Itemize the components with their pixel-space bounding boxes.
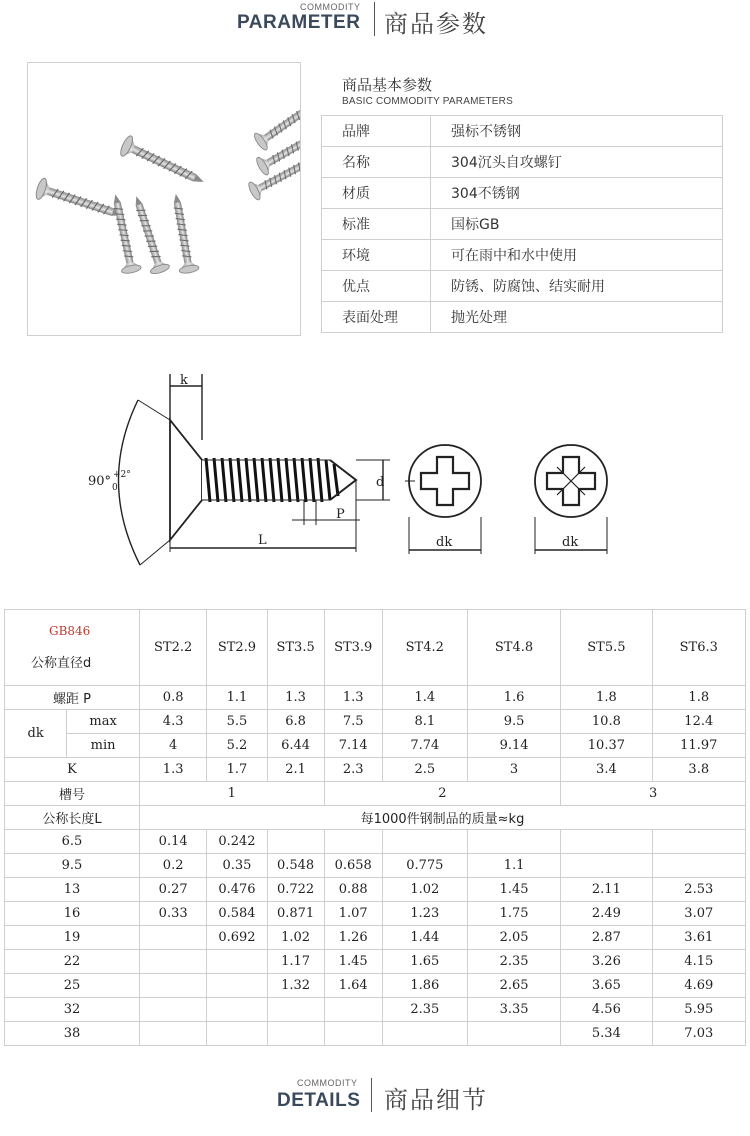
weight-value: 1.23 [382,902,467,926]
param-value: 国标GB [431,209,723,240]
pitch-value: 0.8 [139,686,206,710]
weight-value [207,998,267,1022]
weight-value: 0.27 [139,878,206,902]
pitch-value: 1.6 [467,686,560,710]
weight-value [139,926,206,950]
pozidriv-head-view [535,445,607,554]
weight-value: 1.02 [382,878,467,902]
weight-value: 1.02 [267,926,324,950]
length-value: 22 [5,950,140,974]
size-header: ST5.5 [561,610,652,686]
angle-tolerance-plus: +2° [113,470,131,480]
weight-value: 2.87 [561,926,652,950]
k-value: 2.3 [324,758,382,782]
dk-min-value: 10.37 [561,734,652,758]
weight-value: 0.584 [207,902,267,926]
dk-max-value: 12.4 [652,710,745,734]
param-value: 可在雨中和水中使用 [431,240,723,271]
weight-value: 2.11 [561,878,652,902]
size-header: ST4.2 [382,610,467,686]
weight-value: 1.45 [324,950,382,974]
weight-value: 2.35 [467,950,560,974]
pitch-label: 螺距 P [5,686,140,710]
weight-value: 1.26 [324,926,382,950]
weight-value [139,950,206,974]
screw-head [170,420,202,540]
weight-value: 2.49 [561,902,652,926]
weight-value [561,854,652,878]
angle-arc [118,400,140,565]
k-label: k [180,373,188,388]
weight-value: 0.871 [267,902,324,926]
dk-max-value: 5.5 [207,710,267,734]
technical-drawing [60,360,710,570]
params-row [322,209,723,240]
weight-value: 3.65 [561,974,652,998]
size-header: ST4.8 [467,610,560,686]
dk-max-value: 8.1 [382,710,467,734]
weight-value: 1.07 [324,902,382,926]
weight-value [561,830,652,854]
weight-value [139,998,206,1022]
param-key: 名称 [322,147,431,178]
product-photo [27,62,301,336]
dk-min-value: 4 [139,734,206,758]
size-header: ST6.3 [652,610,745,686]
params-row [322,240,723,271]
weight-value: 5.95 [652,998,745,1022]
slot-value: 1 [139,782,324,806]
weight-value [139,974,206,998]
weight-row [5,830,746,854]
spec-standard-cell [5,610,140,686]
angle-leader-top [138,400,170,420]
weight-value [324,830,382,854]
pitch-value: 1.8 [561,686,652,710]
details-banner [0,1072,750,1122]
param-value: 防锈、防腐蚀、结实耐用 [431,271,723,302]
param-key: 表面处理 [322,302,431,333]
diameter-label: 公称直径d [31,656,92,671]
dk-min-row [5,734,746,758]
dk-label-pozidriv: dk [562,535,579,550]
weight-label: 每1000件钢制品的质量≈kg [139,806,745,830]
param-key: 标准 [322,209,431,240]
params-title-en: BASIC COMMODITY PARAMETERS [342,96,513,107]
length-value: 19 [5,926,140,950]
weight-value: 2.65 [467,974,560,998]
weight-value: 3.07 [652,902,745,926]
footer-divider [371,1078,372,1112]
weight-value [324,1022,382,1046]
k-row [5,758,746,782]
footer-en-small: COMMODITY [297,1078,358,1088]
param-value: 304沉头自攻螺钉 [431,147,723,178]
params-row [322,147,723,178]
length-value: 13 [5,878,140,902]
footer-cn-title: 商品细节 [384,1086,488,1114]
param-value: 抛光处理 [431,302,723,333]
weight-row [5,878,746,902]
weight-value [467,830,560,854]
length-value: 16 [5,902,140,926]
length-value: 6.5 [5,830,140,854]
weight-value [652,854,745,878]
k-value: 3 [467,758,560,782]
dk-max-value: 7.5 [324,710,382,734]
pitch-row [5,686,746,710]
params-row [322,271,723,302]
weight-value: 0.658 [324,854,382,878]
k-value: 3.8 [652,758,745,782]
dk-min-value: 7.14 [324,734,382,758]
weight-value: 0.14 [139,830,206,854]
weight-value: 7.03 [652,1022,745,1046]
size-header: ST2.2 [139,610,206,686]
dk-min-value: 5.2 [207,734,267,758]
k-value: 2.1 [267,758,324,782]
length-value: 9.5 [5,854,140,878]
k-value: 2.5 [382,758,467,782]
weight-value: 2.53 [652,878,745,902]
weight-value: 1.44 [382,926,467,950]
weight-value [324,998,382,1022]
pitch-value: 1.4 [382,686,467,710]
weight-value [267,830,324,854]
banner-divider [374,2,375,36]
weight-value: 0.775 [382,854,467,878]
weight-value [139,1022,206,1046]
weight-value: 2.35 [382,998,467,1022]
weight-value: 0.242 [207,830,267,854]
spec-header-row [5,610,746,686]
k-value: 1.3 [139,758,206,782]
length-value: 32 [5,998,140,1022]
param-value: 304不锈钢 [431,178,723,209]
dk-max-row [5,710,746,734]
params-title-cn: 商品基本参数 [342,76,433,94]
weight-value: 4.69 [652,974,745,998]
weight-value: 0.88 [324,878,382,902]
param-key: 品牌 [322,116,431,147]
length-label: 公称长度L [5,806,140,830]
pitch-value: 1.3 [324,686,382,710]
dk-max-value: 4.3 [139,710,206,734]
weight-value: 1.65 [382,950,467,974]
params-row [322,178,723,209]
weight-row [5,950,746,974]
params-row [322,302,723,333]
dk-label: dk [5,710,67,758]
weight-value: 0.33 [139,902,206,926]
dk-max-label: max [67,710,140,734]
weight-value [207,974,267,998]
weight-value: 1.75 [467,902,560,926]
k-value: 1.7 [207,758,267,782]
angle-label: 90° [88,474,112,489]
size-header: ST3.9 [324,610,382,686]
standard-label: GB846 [49,624,91,638]
weight-value: 0.476 [207,878,267,902]
weight-row [5,902,746,926]
weight-value [267,1022,324,1046]
footer-en-title: DETAILS [277,1090,361,1111]
length-value: 38 [5,1022,140,1046]
weight-value: 0.548 [267,854,324,878]
weight-value: 1.45 [467,878,560,902]
p-label: P [336,507,345,522]
weight-value [207,950,267,974]
weight-value: 3.26 [561,950,652,974]
weight-value [267,998,324,1022]
dk-max-value: 10.8 [561,710,652,734]
weight-value [382,830,467,854]
k-value: 3.4 [561,758,652,782]
weight-value: 1.1 [467,854,560,878]
length-value: 25 [5,974,140,998]
param-key: 环境 [322,240,431,271]
phillips-head-view [405,445,481,554]
pitch-value: 1.8 [652,686,745,710]
weight-row [5,926,746,950]
weight-value: 1.17 [267,950,324,974]
banner-cn-title: 商品参数 [384,10,488,38]
banner-en-title: PARAMETER [237,12,361,33]
param-value: 强标不锈钢 [431,116,723,147]
weight-value: 5.34 [561,1022,652,1046]
weight-row [5,854,746,878]
slot-label: 槽号 [5,782,140,806]
params-row [322,116,723,147]
spec-table [4,609,746,1046]
length-header-row [5,806,746,830]
weight-value [382,1022,467,1046]
dk-min-value: 11.97 [652,734,745,758]
dk-min-value: 6.44 [267,734,324,758]
angle-tolerance-zero: 0 [112,483,118,493]
param-key: 材质 [322,178,431,209]
slot-value: 3 [561,782,746,806]
dk-label-phillips: dk [436,535,453,550]
weight-value: 1.32 [267,974,324,998]
weight-value: 0.2 [139,854,206,878]
weight-value: 0.722 [267,878,324,902]
dk-max-value: 9.5 [467,710,560,734]
weight-value: 0.692 [207,926,267,950]
k-label: K [5,758,140,782]
d-label: d [376,475,385,490]
l-label: L [258,533,267,548]
weight-row [5,998,746,1022]
dk-min-label: min [67,734,140,758]
weight-value: 3.35 [467,998,560,1022]
params-table [321,115,723,333]
param-key: 优点 [322,271,431,302]
weight-value [467,1022,560,1046]
slot-value: 2 [324,782,561,806]
screws-image [28,63,300,335]
banner-en-small: COMMODITY [300,2,361,12]
weight-value: 1.86 [382,974,467,998]
weight-value: 4.15 [652,950,745,974]
dk-min-value: 7.74 [382,734,467,758]
weight-row [5,1022,746,1046]
weight-value [652,830,745,854]
weight-value: 3.61 [652,926,745,950]
slot-row [5,782,746,806]
size-header: ST3.5 [267,610,324,686]
size-header: ST2.9 [207,610,267,686]
pitch-value: 1.1 [207,686,267,710]
weight-value: 0.35 [207,854,267,878]
dk-max-value: 6.8 [267,710,324,734]
parameter-banner [0,0,750,50]
weight-row [5,974,746,998]
dk-min-value: 9.14 [467,734,560,758]
weight-value: 2.05 [467,926,560,950]
weight-value: 4.56 [561,998,652,1022]
weight-value: 1.64 [324,974,382,998]
angle-leader-bottom [140,540,170,565]
pitch-value: 1.3 [267,686,324,710]
weight-value [207,1022,267,1046]
